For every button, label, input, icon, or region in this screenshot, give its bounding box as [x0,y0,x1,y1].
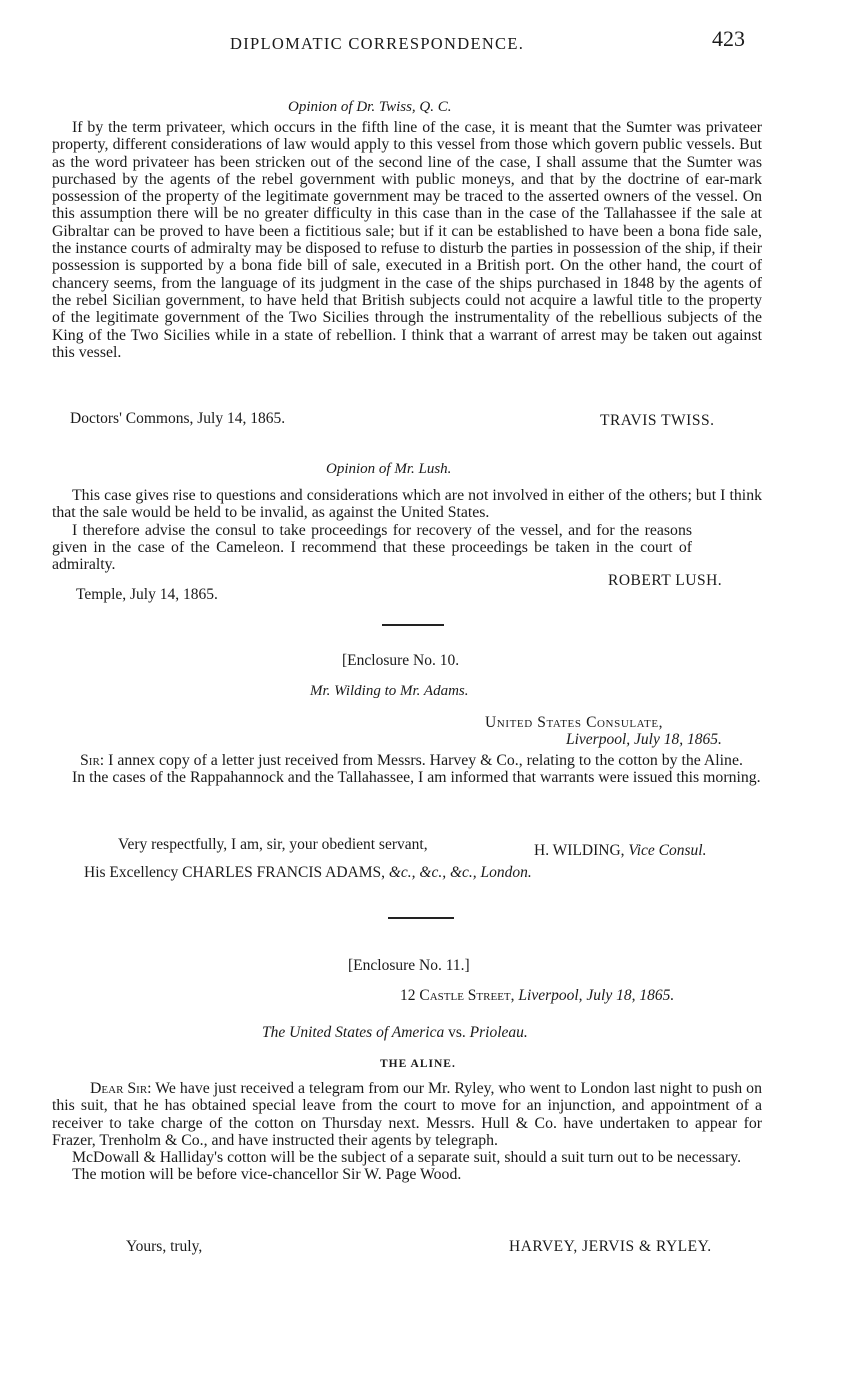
enclosure-11-body [52,1080,762,1184]
enclosure-10-paragraph-1 [52,752,762,769]
enclosure-11-subtitle: THE ALINE. [380,1058,456,1070]
enclosure-11-address [400,987,674,1005]
section-divider [382,624,444,626]
enclosure-11-paragraph-2: McDowall & Halliday's cotton will be the subject of a separate suit, should a suit turn out to be necessary. [72,1149,742,1167]
enclosure-10-address-line-1: United States Consulate, [485,714,664,731]
case-title-plaintiff: The United States of America [262,1024,445,1041]
enclosure-10-title: Mr. Wilding to Mr. Adams. [310,683,469,699]
enclosure-10-label: [Enclosure No. 10. [342,652,460,669]
enclosure-11-case-title [262,1024,528,1042]
enclosure-10-addressee [84,864,532,882]
page-number: 423 [712,26,745,51]
twiss-opinion-body [52,119,762,361]
enclosure-10-signature-title: Vice Consul. [628,842,707,859]
case-title-defendant: Prioleau. [469,1024,528,1041]
enclosure-11-paragraph-1-text: We have just received a telegram from our Mr. Ryley, who went to London last night to push on this suit, that he has obtained special leave from the court to move for an injunction, and appointment of a receiver to take charge of the cotton on Thursday next. Messrs. Hull & Co. have undertaken to appear for Frazer, Trenholm & Co., and have instructed their agents by telegraph. [52,1080,762,1149]
enclosure-10-salutation: Sir: [80,752,105,769]
enclosure-11-paragraph-1 [52,1080,762,1149]
enclosure-11-salutation: Dear Sir: [90,1080,152,1097]
addressee-prefix: His Excellency [84,864,179,881]
enclosure-11-place-date: Liverpool, July 18, 1865. [518,987,675,1004]
lush-opinion-title: Opinion of Mr. Lush. [326,461,452,477]
lush-signature: ROBERT LUSH. [608,572,723,589]
running-head: DIPLOMATIC CORRESPONDENCE. [230,34,525,53]
enclosure-11-street: 12 Castle Street, [400,987,515,1004]
addressee-name: CHARLES FRANCIS ADAMS, [182,864,385,881]
twiss-opinion-paragraph: If by the term privateer, which occurs in the fifth line of the case, it is meant that the Sumter was privateer property, different considerations of law would apply to this vessel from those which govern public vessels. But as the word privateer has been stricken out of the second line of the case, I shall assume that the Sumter was purchased by the agents of the rebel government with public moneys, and that by the doctrine of ear-mark possession of the property of the legitimate government may be traced to the asserted owners of the vessel. On this assumption there will be no greater difficulty in this case than in the case of the Tallahassee if the sale at Gibraltar can be proved to have been a fictitious sale; but if it can be established to have been a bona fide sale, the instance courts of admiralty may be disposed to refuse to disturb the parties in possession of the ship, if their possession is supported by a bona fide bill of sale, executed in a British port. On the other hand, the court of chancery seems, from the language of its judgment in the case of the ships purchased in 1848 by the agents of the rebel Sicilian government, to have held that British subjects could not acquire a lawful title to the property of the legitimate government of the Two Sicilies through the instrumentality of the rebellious subjects of the King of the Two Sicilies while in a state of rebellion. I think that a warrant of arrest may be taken out against this vessel. [52,119,762,361]
lush-opinion-body [52,487,762,573]
enclosure-10-signature-name: H. WILDING, [534,842,625,859]
lush-place-date: Temple, July 14, 1865. [76,586,218,603]
lush-paragraph-2: I therefore advise the consul to take proceedings for recovery of the vessel, and for the reasons given in the case of the Cameleon. I recommend that these proceedings be taken in the court of admiralty. [52,521,692,574]
twiss-place-date: Doctors' Commons, July 14, 1865. [70,410,286,427]
enclosure-11-signature: HARVEY, JERVIS & RYLEY. [509,1238,712,1255]
enclosure-10-closing: Very respectfully, I am, sir, your obedient servant, [118,836,428,853]
enclosure-11-label: [Enclosure No. 11.] [348,957,470,974]
enclosure-11-closing: Yours, truly, [126,1238,203,1255]
case-title-vs: vs. [448,1024,466,1041]
lush-paragraph-1: This case gives rise to questions and considerations which are not involved in either of the others; but I think that the sale would be held to be invalid, as against the United States. [52,487,762,522]
enclosure-11-paragraph-3: The motion will be before vice-chancellor Sir W. Page Wood. [72,1166,462,1184]
addressee-suffix: &c., &c., &c., London. [388,864,532,881]
enclosure-10-body [52,752,762,787]
enclosure-10-signature [534,842,706,860]
twiss-opinion-title: Opinion of Dr. Twiss, Q. C. [288,99,452,115]
enclosure-10-paragraph-1-text: I annex copy of a letter just received from Messrs. Harvey & Co., relating to the cotton by the Aline. [108,752,743,769]
enclosure-10-address-line-2: Liverpool, July 18, 1865. [566,731,722,748]
enclosure-10-paragraph-2: In the cases of the Rappahannock and the Tallahassee, I am informed that warrants were issued this morning. [72,769,761,787]
twiss-signature: TRAVIS TWISS. [600,412,715,429]
section-divider [388,917,454,919]
